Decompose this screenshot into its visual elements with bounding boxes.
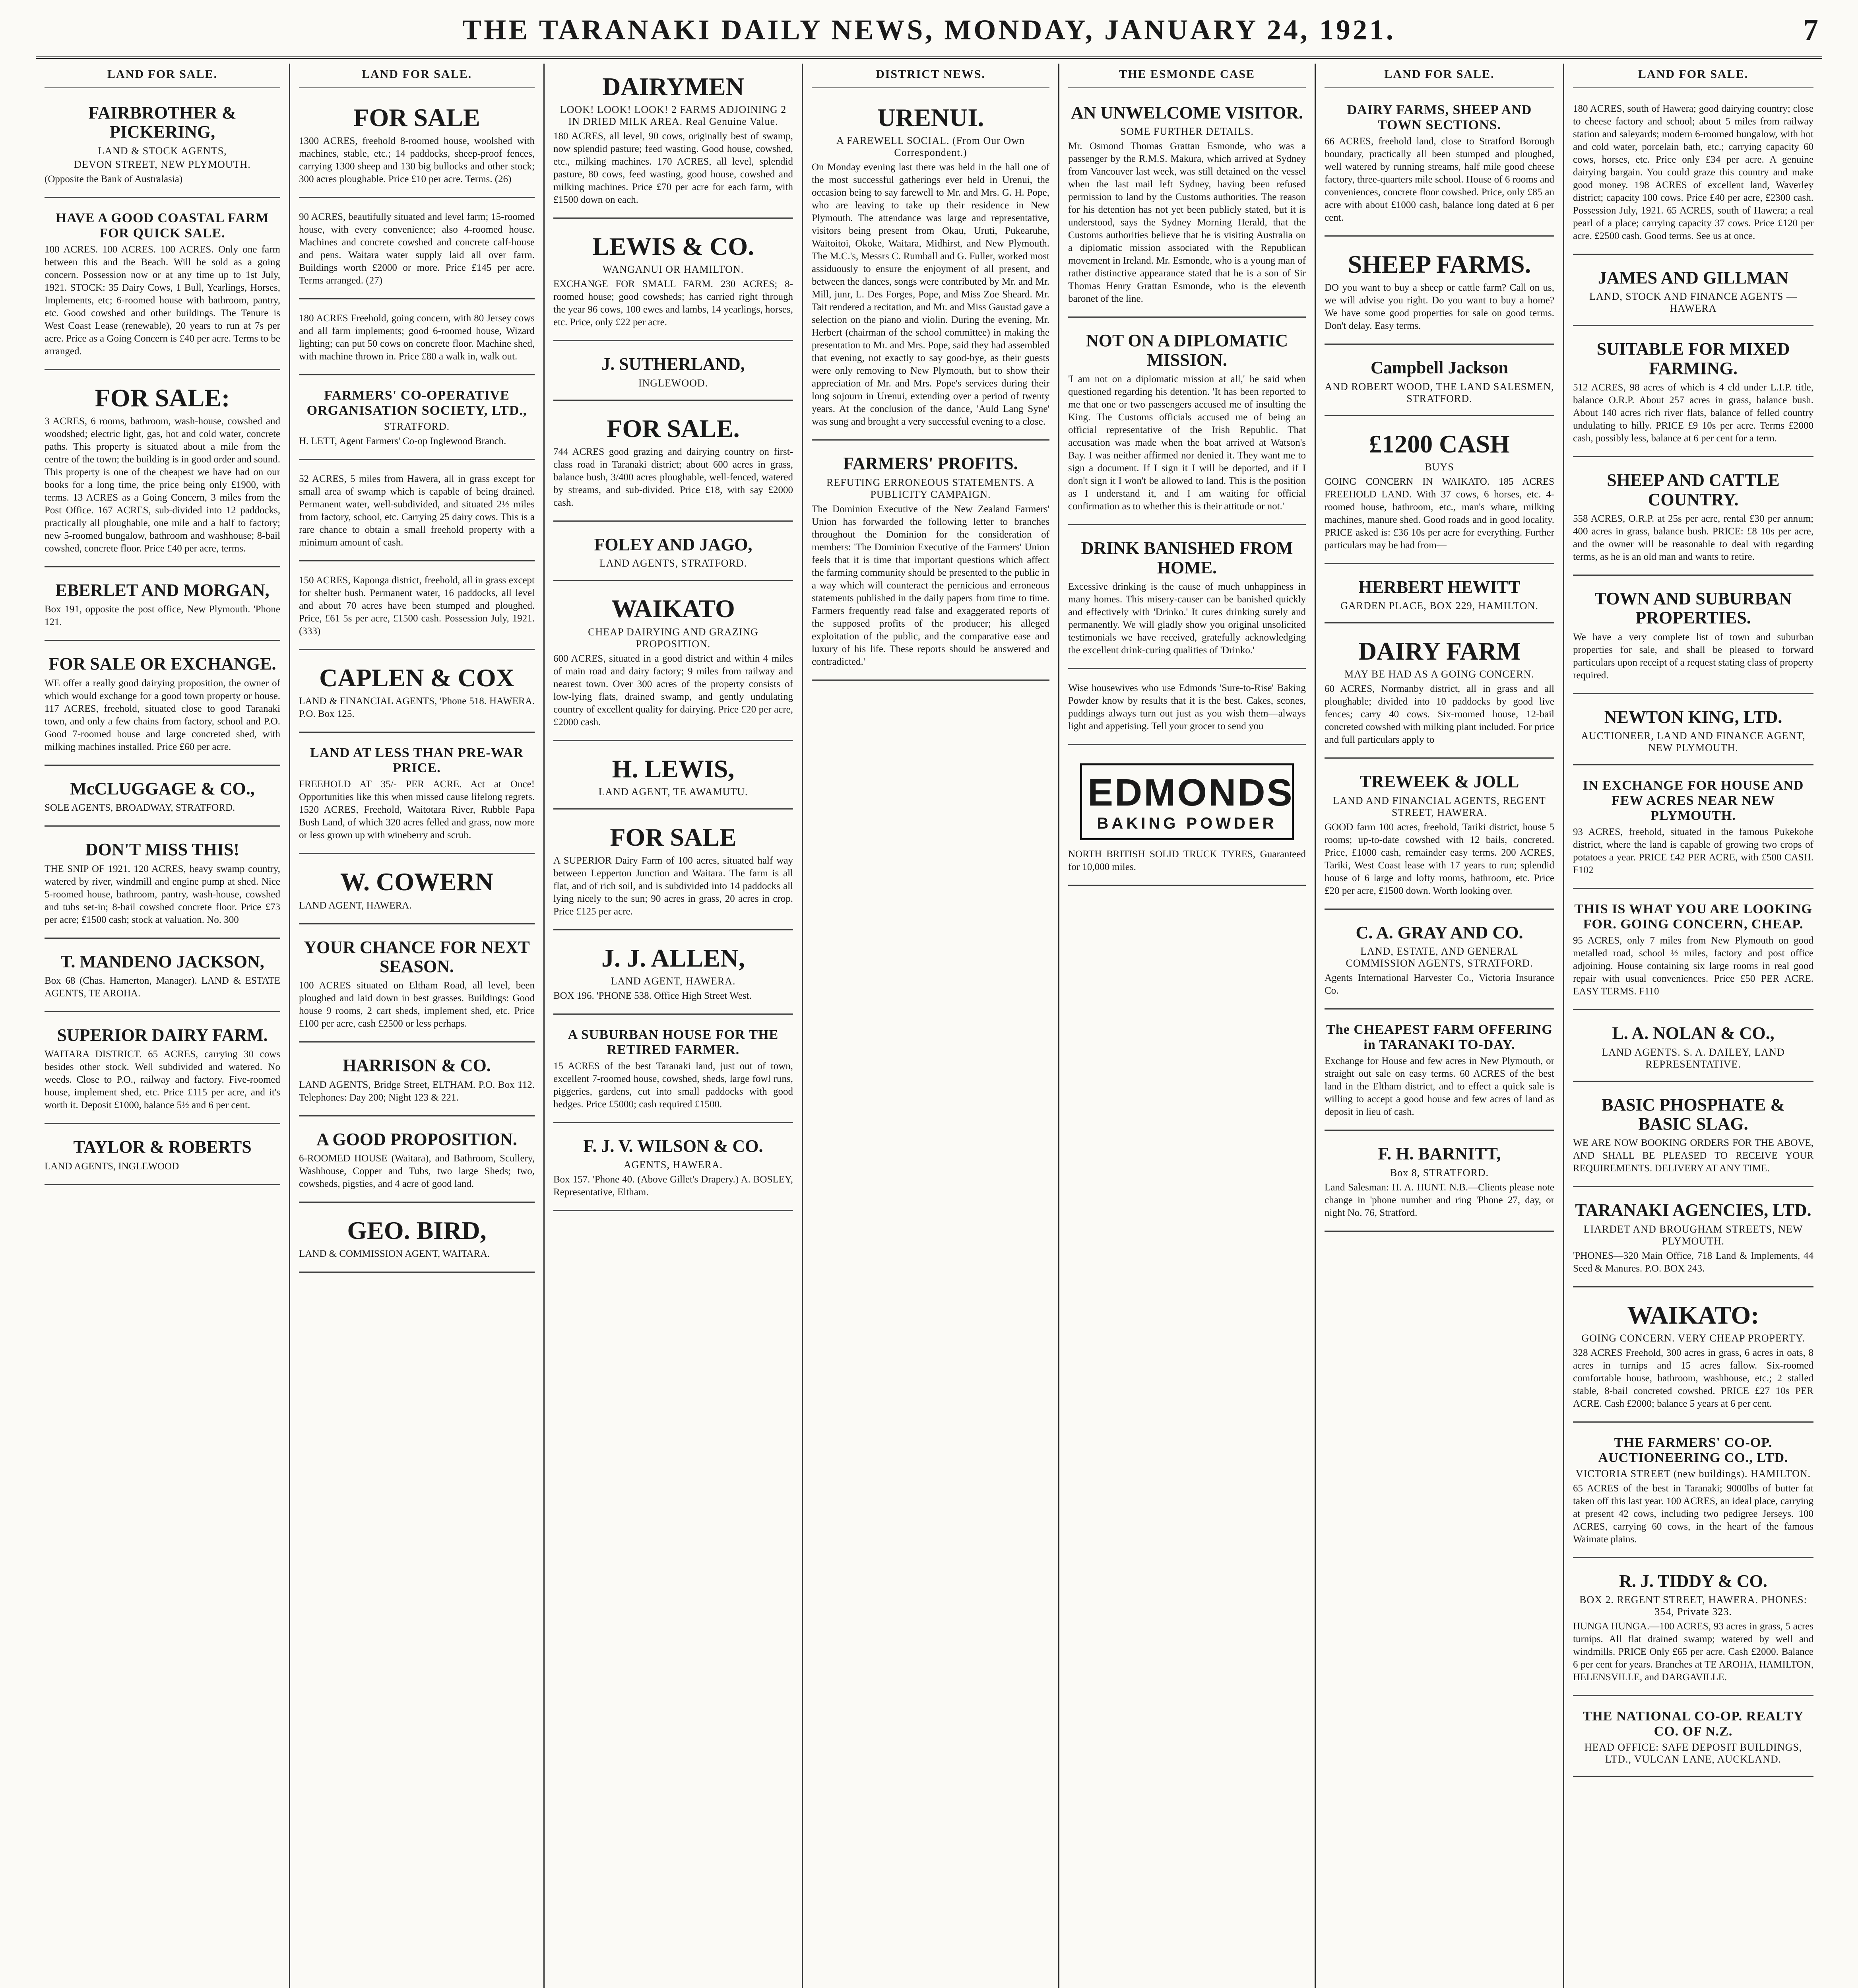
ad-subheading: INGLEWOOD. [638, 377, 708, 389]
ad-heading: J. SUTHERLAND, [601, 354, 745, 374]
ad-heading: R. J. TIDDY & CO. [1619, 1571, 1767, 1591]
column-header: LAND FOR SALE. [299, 64, 535, 88]
advertisement [299, 566, 535, 650]
ad-body: Box 68 (Chas. Hamerton, Manager). LAND & ESTATE AGENTS, TE AROHA. [45, 975, 280, 999]
advertisement [1325, 628, 1554, 759]
ad-heading: WAIKATO: [1627, 1301, 1759, 1329]
ad-body: WAITARA DISTRICT. 65 ACRES, carrying 30 cows besides other stock. Well subdivided and watered. No weeds. Close to P.O., railway and factory. Five-roomed house, implement shed, etc. Price £115 per acre, and it's worth it. Deposit £1000, balance 5½ and 6 per cent. [45, 1049, 280, 1111]
advertisement [299, 1208, 535, 1273]
column-6 [1316, 64, 1564, 1988]
advertisement [1573, 260, 1813, 326]
ad-body: GOOD farm 100 acres, freehold, Tariki district, house 5 rooms; up-to-date cowshed with 12 bails, concreted. Price, £1000 cash, remainder easy terms. 200 ACRES, Tariki, West Coast lease with 17 years to run; splendid house of 6 large and lofty rooms, bathroom, etc. Price £20 per acre, £1500 down. Worth looking over. [1325, 821, 1554, 896]
ad-heading: DAIRY FARM [1358, 637, 1521, 666]
advertisement [1573, 699, 1813, 765]
advertisement [299, 929, 535, 1043]
ad-body: 180 ACRES, all level, 90 cows, originally best of swamp, now splendid pasture; feed wasting. Good house, cowshed, etc., milking machines. 170 ACRES, all level, splendid pasture, 80 cows, feed wasting, good house, cowshed and milking machines. Price £70 per acre for each farm, with £1500 down on each. [553, 131, 793, 206]
advertisement [1325, 1136, 1554, 1231]
advertisement [1573, 580, 1813, 694]
advertisement [45, 1129, 280, 1185]
ad-subheading: SOME FURTHER DETAILS. [1120, 126, 1254, 138]
advertisement [45, 95, 280, 198]
ad-body: GOING CONCERN IN WAIKATO. 185 ACRES FREEHOLD LAND. With 37 cows, 6 horses, etc. 4-roomed house, bathroom, etc., man's whare, milking machines, manure shed. Good roads and in good locality. PRICE asked is: £36 10s per acre for everything. Further particulars may be had from— [1325, 476, 1554, 551]
ad-body: THE SNIP OF 1921. 120 ACRES, heavy swamp country, watered by river, windmill and engine pump at shed. Nice 5-roomed house, bathroom, pantry, wash-house, cowshed and tubs set-in; 8-bail cowshed concrete floor. Price £73 per acre; £1500 cash; stock at valuation. No. 300 [45, 863, 280, 925]
ad-subheading: AGENTS, HAWERA. [623, 1159, 723, 1171]
advertisement [1325, 569, 1554, 623]
column-header: DISTRICT NEWS. [812, 64, 1049, 88]
ad-subheading: BUYS [1425, 461, 1454, 473]
advertisement [299, 304, 535, 375]
column-4 [803, 64, 1059, 1988]
ad-subheading: MAY BE HAD AS A GOING CONCERN. [1344, 668, 1535, 680]
ad-heading: FOR SALE [610, 823, 737, 851]
ad-heading: H. LEWIS, [612, 754, 735, 783]
ad-subheading: CHEAP DAIRYING AND GRAZING PROPOSITION. [588, 626, 758, 650]
ad-heading: FOR SALE [353, 103, 480, 132]
advertisement [1573, 1563, 1813, 1696]
ad-body: We have a very complete list of town and suburban properties for sale, and shall be pleased to forward particulars upon receipt of a request stating class of property required. [1573, 631, 1813, 681]
ad-body: The Dominion Executive of the New Zealand Farmers' Union has forwarded the following letter to branches throughout the Dominion for the consideration of members: 'The Dominion Executive of the Farmers' Union feels that it is time that important questions which affect the farming community should be presented to the public in a way which will counteract the pernicious and erroneous statements published in the daily papers from time to time. Farmers frequently read false and exaggerated reports of the supposed profits of the producer; his alleged exploitation of the public, and the comparative ease and luxury of his life. These reports should be answered and contradicted.' [812, 503, 1049, 667]
ad-body: HUNGA HUNGA.—100 ACRES, 93 acres in grass, 5 acres turnips. All flat drained swamp; watered by well and windmills. PRICE Only £65 per acre. Cash £2000. Balance 6 per cent for years. Branches at TE AROHA, HAMILTON, HELENSVILLE, and DARGAVILLE. [1573, 1621, 1813, 1683]
ad-body: 600 ACRES, situated in a good district and within 4 miles of main road and dairy factory; 9 miles from railway and nearest town. Over 300 acres of the property consists of low-lying flats, drained swamp, and gently undulating country of excellent quality for dairying. Price £20 per acre, £2000 cash. [553, 653, 793, 728]
ad-body: 512 ACRES, 98 acres of which is 4 cld under L.I.P. title, balance O.R.P. About 257 acres in grass, balance bush. About 140 acres rich river flats, balance of felled country undulating to hilly. PRICE £9 10s per acre. Terms £2000 cash, possibly less, balance at 6 per cent for a term. [1573, 382, 1813, 444]
advertisement [45, 1017, 280, 1124]
advertisement [1573, 1427, 1813, 1558]
ad-body: 180 ACRES, south of Hawera; good dairying country; close to cheese factory and school; about 5 miles from railway station and saleyards; modern 6-roomed bungalow, with hot and cold water, porcelain bath, etc.; carrying capacity 60 cows, horses, etc. Price only £34 per acre. A genuine dairying bargain. You could graze this country and make good money. 198 ACRES of excellent land, Waverley district; capacity 100 cows. Price £40 per acre, £2300 cash. Possession July, 1921. 65 ACRES, south of Hawera; a real pearl of a place; carrying capacity 37 cows. Price £120 per acre. £2500 cash. Good terms. See us at once. [1573, 103, 1813, 241]
advertisement [1325, 763, 1554, 909]
column-5 [1059, 64, 1316, 1988]
ad-heading: F. H. BARNITT, [1378, 1144, 1501, 1164]
ad-subheading: LAND & STOCK AGENTS, [98, 145, 227, 157]
advertisement [299, 1047, 535, 1116]
ad-subheading: Box 8, STRATFORD. [1390, 1167, 1489, 1178]
ad-heading: FOR SALE: [95, 383, 230, 412]
ad-body: SOLE AGENTS, BROADWAY, STRATFORD. [45, 802, 235, 813]
advertisement [1325, 421, 1554, 564]
ad-body: LAND AGENT, HAWERA. [299, 900, 412, 911]
logo-word: EDMONDS [1088, 771, 1294, 814]
advertisement [1325, 349, 1554, 416]
ad-body: 'I am not on a diplomatic mission at all,' he said when questioned regarding his detention. 'It has been reported to me that one or two passengers accused me of insulting the King. The Customs officials accused me of being an official representative of the Irish Republic. That accusation was made when the boat arrived at Watson's Bay. I was neither affirmed nor denied it. They want me to sign a document. If I sign it I will be deported, and if I don't sign it I won't be allowed to land. This is the position as I understand it, and I am waiting for official confirmation as to whether this is their attitude or not.' [1068, 374, 1306, 512]
ad-body: 150 ACRES, Kaponga district, freehold, all in grass except for shelter bush. Permanent water, 16 paddocks, all level and about 70 acres have been stumped and ploughed. Price, £61 5s per acre, £1500 cash. Possession July, 1921. (333) [299, 575, 535, 637]
ad-subheading: LAND AGENT, TE AWAMUTU. [598, 786, 748, 798]
ad-subheading: LOOK! LOOK! LOOK! 2 FARMS ADJOINING 2 IN DRIED MILK AREA. Real Genuine Value. [560, 104, 787, 128]
advertisement [553, 586, 793, 741]
ad-body: WE offer a really good dairying proposition, the owner of which would exchange for a good town property or house. 117 ACRES, freehold, situated close to good Taranaki town, and only a few chains from factory, school and P.O. Good 7-roomed house and large concreted shed, with milking machines installed. Price £60 per acre. [45, 678, 280, 752]
advertisement [553, 346, 793, 400]
ad-heading: SUPERIOR DAIRY FARM. [57, 1025, 268, 1045]
advertisement [299, 465, 535, 561]
ad-heading: L. A. NOLAN & CO., [1612, 1023, 1775, 1043]
advertisement [1573, 1701, 1813, 1777]
advertisement [553, 814, 793, 930]
advertisement [45, 375, 280, 567]
ad-body: DO you want to buy a sheep or cattle farm? Call on us, we will advise you right. Do you want to buy a home? We have some good properties for sale on good terms. Don't delay. Easy terms. [1325, 282, 1554, 332]
ad-heading: The CHEAPEST FARM OFFERING in TARANAKI TO-DAY. [1326, 1022, 1553, 1052]
ad-body: 180 ACRES Freehold, going concern, with 80 Jersey cows and all farm implements; good 6-roomed house, Wizard lighting; can put 50 cows on concrete floor. Machine shed, with machine thrown in. Price £80 a walk in, walk out. [299, 313, 535, 362]
ad-heading: FOR SALE OR EXCHANGE. [48, 654, 276, 674]
ad-heading: T. MANDENO JACKSON, [60, 951, 264, 971]
ad-heading: WAIKATO [611, 594, 735, 623]
ad-heading: TREWEEK & JOLL [1360, 772, 1519, 792]
ad-body: Wise housewives who use Edmonds 'Sure-to-Rise' Baking Powder know by results that it is the best. Cakes, scones, puddings always turn out just as you wish them—always light and appetising. Tell your grocer to send you [1068, 682, 1306, 732]
ad-heading: FAIRBROTHER & PICKERING, [88, 103, 237, 142]
ad-heading: IN EXCHANGE FOR HOUSE AND FEW ACRES NEAR NEW PLYMOUTH. [1583, 778, 1804, 823]
advertisement [812, 445, 1049, 680]
ad-subheading: STRATFORD. [384, 421, 450, 433]
advertisement [553, 406, 793, 522]
masthead [36, 9, 1822, 59]
advertisement [1325, 241, 1554, 345]
ad-heading: NEWTON KING, LTD. [1604, 707, 1782, 727]
ad-body: 1300 ACRES, freehold 8-roomed house, woolshed with machines, stable, etc.; 14 paddocks, sheep-proof fences, carrying 1300 sheep and 130 big bullocks and other stock; 300 acres ploughable. Price £10 per acre. Terms. (26) [299, 136, 535, 185]
ad-subheading: A FAREWELL SOCIAL. (From Our Own Correspondent.) [836, 135, 1025, 159]
ad-subheading: LAND AND FINANCIAL AGENTS, REGENT STREET, HAWERA. [1333, 794, 1546, 818]
ad-subheading: LAND, ESTATE, AND GENERAL COMMISSION AGENTS, STRATFORD. [1346, 945, 1533, 969]
ad-subheading: VICTORIA STREET (new buildings). HAMILTON. [1575, 1468, 1811, 1479]
advertisement [553, 746, 793, 810]
advertisement [299, 1121, 535, 1203]
ad-heading: DON'T MISS THIS! [85, 840, 240, 860]
advertisement [1573, 894, 1813, 1010]
ad-heading: £1200 CASH [1369, 429, 1510, 458]
ad-heading: W. COWERN [340, 868, 494, 896]
advertisement [299, 738, 535, 854]
advertisement [299, 380, 535, 460]
ad-body: Excessive drinking is the cause of much unhappiness in many homes. This misery-causer can be banished quickly and effectively with 'Drinko.' It cures drinking surely and permanently. We will gladly show you original unsolicited testimonials we have received, gratefully acknowledging the excellent drink-curing qualities of 'Drinko.' [1068, 581, 1306, 656]
ad-body: LAND AGENTS, INGLEWOOD [45, 1161, 179, 1172]
advertisement [553, 526, 793, 581]
ad-heading: A GOOD PROPOSITION. [316, 1129, 517, 1149]
column-7 [1564, 64, 1822, 1988]
advertisement [45, 203, 280, 370]
ad-body: 52 ACRES, 5 miles from Hawera, all in grass except for small area of swamp which is capable of being drained. Permanent water, well-subdivided, and situated 2½ miles from factory, school, etc. Carrying 25 dairy cows. This is a rare chance to obtain a small freehold property with a minimum amount of cash. [299, 474, 535, 548]
ad-body: LAND AGENTS, Bridge Street, ELTHAM. P.O. Box 112. Telephones: Day 200; Night 123 & 221. [299, 1079, 535, 1103]
ad-body: 328 ACRES Freehold, 300 acres in grass, 6 acres in oats, 8 acres in turnips and 15 acres fallow. Six-roomed comfortable house, bathroom, washhouse, etc.; 2 stalled stable, 8-bail concreted cowshed. PRICE £27 10s PER ACRE. Cash £2000; balance 5 years at 6 per cent. [1573, 1347, 1813, 1409]
advertisement [45, 646, 280, 765]
ad-body: 66 ACRES, freehold land, close to Stratford Borough boundary, practically all been stumped and ploughed, well watered by running streams, half mile good cheese factory, three-quarters mile school. House of 6 rooms and conveniences, concrete floor cowshed. Price, only £85 an acre with about £1000 cash, balance long dated at 6 per cent. [1325, 136, 1554, 223]
ad-heading: HARRISON & CO. [343, 1056, 491, 1076]
advertisement [45, 944, 280, 1012]
advertisement [1068, 322, 1306, 525]
advertisement [553, 935, 793, 1015]
ad-heading: SHEEP AND CATTLE COUNTRY. [1607, 470, 1780, 509]
ad-heading: LAND AT LESS THAN PRE-WAR PRICE. [310, 746, 524, 776]
advertisement [1573, 462, 1813, 576]
ad-body: 100 ACRES. 100 ACRES. 100 ACRES. Only one farm between this and the Beach. Will be sold as a going concern. Possession now or at any time up to 1st July, 1921. STOCK: 35 Dairy Cows, 1 Bull, Yearlings, Horses, Implements, etc; 6-roomed house with bathroom, pantry, etc. Good cowshed and other buildings. The Tenure is West Coast Lease (renewable), 20 years to run at 7s per acre. Price as a Going Concern is £40 per acre. Terms to be arranged. [45, 244, 280, 357]
column-header: LAND FOR SALE. [1573, 64, 1813, 88]
ad-subheading: AND ROBERT WOOD, THE LAND SALESMEN, STRATFORD. [1325, 381, 1554, 404]
ad-heading: HERBERT HEWITT [1358, 577, 1521, 597]
page-number: 7 [1803, 13, 1818, 47]
advertisement [299, 203, 535, 299]
ad-body: 15 ACRES of the best Taranaki land, just out of town, excellent 7-roomed house, cowshed, sheds, large fowl runs, piggeries, gardens, cut into small paddocks with good hedges. Price £5000; cash required £1500. [553, 1061, 793, 1110]
advertisement [1573, 1015, 1813, 1081]
ad-body: LAND & COMMISSION AGENT, WAITARA. [299, 1248, 490, 1260]
ad-subheading: LAND AGENT, HAWERA. [611, 975, 736, 987]
ad-body: 65 ACRES of the best in Taranaki; 9000lbs of butter fat taken off this last year. 100 ACRES, an ideal place, carrying at present 42 cows, including two pedigree Jerseys. 100 ACRES, carrying 60 cows, in the heart of the famous Waimate plains. [1573, 1483, 1813, 1545]
ad-subheading: BOX 2. REGENT STREET, HAWERA. PHONES: 354, Private 323. [1579, 1594, 1807, 1618]
advertisement [45, 831, 280, 938]
ad-body: Box 157. 'Phone 40. (Above Gillet's Drapery.) A. BOSLEY, Representative, Eltham. [553, 1174, 793, 1198]
advertisement [299, 655, 535, 733]
advertisement [1573, 770, 1813, 889]
ad-heading: SUITABLE FOR MIXED FARMING. [1596, 339, 1790, 378]
ad-heading: FARMERS' PROFITS. [843, 454, 1018, 474]
ad-body: 744 ACRES good grazing and dairying country on first-class road in Taranaki district; about 600 acres in grass, balance bush, 3/400 acres ploughable, well-fenced, watered by streams, and sub-divided. Price £18, with say £2000 cash. [553, 446, 793, 508]
ad-heading: A SUBURBAN HOUSE FOR THE RETIRED FARMER. [568, 1027, 779, 1058]
advertisement [1573, 1292, 1813, 1423]
ad-body: On Monday evening last there was held in the hall one of the most successful gatherings ever held in Urenui, the occasion being to say farewell to Mr. and Mrs. G. H. Pope, who are leaving to take up their residence in New Plymouth. The attendance was large and representative, visitors being present from Okau, Uruti, Pukearuhe, Waitoitoi, Okoke, Waitara, Midhirst, and New Plymouth. The M.C.'s, Messrs C. Rumball and G. Fuller, worked most assiduously to ensure the enjoyment of all present, and between the dances, songs were contributed by Mr. and Mr. Mill, junr, L. Des Forges, Pope, and Miss Zoe Sheard. Mr. Tait rendered a recitation, and Mr. and Miss Gaustad gave a selection on the piano and violin. During the evening, Mr. Herbert (chairman of the school committee) in making the presentation to Mr. and Mrs. Pope, said they had assembled that evening, not exactly to say good-bye, as their guests were only removing to New Plymouth, but to show their appreciation of Mr. and Mrs. Pope's services during their long sojourn in Urenui, extending over a period of twenty years. At the conclusion of the dance, 'Auld Lang Syne' was sung and brought a very successful evening to a close. [812, 162, 1049, 427]
advertisement [1573, 1192, 1813, 1287]
ad-heading: THIS IS WHAT YOU ARE LOOKING FOR. GOING CONCERN, CHEAP. [1574, 902, 1812, 932]
ad-subheading: GOING CONCERN. VERY CHEAP PROPERTY. [1581, 1332, 1805, 1344]
ad-heading: BASIC PHOSPHATE & BASIC SLAG. [1601, 1095, 1785, 1134]
column-header: THE ESMONDE CASE [1068, 64, 1306, 88]
ad-subheading: LAND AGENTS. S. A. DAILEY, LAND REPRESENTATIVE. [1602, 1046, 1785, 1070]
ad-heading: F. J. V. WILSON & CO. [583, 1136, 763, 1156]
advertisement [1325, 1014, 1554, 1131]
ad-subheading: LIARDET AND BROUGHAM STREETS, NEW PLYMOUTH. [1583, 1223, 1803, 1247]
column-header: LAND FOR SALE. [1325, 64, 1554, 88]
advertisement [553, 64, 793, 219]
ad-body: EXCHANGE FOR SMALL FARM. 230 ACRES; 8-roomed house; good cowsheds; has carried right through the year 96 cows, 100 ewes and lambs, 14 yearlings, horses, etc. Price, only £22 per acre. [553, 279, 793, 328]
ad-subheading: REFUTING ERRONEOUS STATEMENTS. A PUBLICITY CAMPAIGN. [826, 476, 1035, 500]
ad-body: 100 ACRES situated on Eltham Road, all level, been ploughed and laid down in best grasses. Buildings: Good house 9 rooms, 2 cart sheds, implement shed, etc. Price £100 per acre, cash £2500 or less perhaps. [299, 980, 535, 1029]
ad-body: 'PHONES—320 Main Office, 718 Land & Implements, 44 Seed & Manures. P.O. BOX 243. [1573, 1250, 1813, 1274]
ad-heading: McCLUGGAGE & CO., [70, 779, 255, 798]
ad-body: 558 ACRES, O.R.P. at 25s per acre, rental £30 per annum; 400 acres in grass, balance bush. PRICE: £8 10s per acre, and the owner will be reasonable to deal with regarding terms, as he is an old man and wants to retire. [1573, 513, 1813, 562]
ad-body: Exchange for House and few acres in New Plymouth, or straight out sale on easy terms. 60 ACRES of the best land in the Eltham district, and to effect a quick sale is willing to accept a good house and few acres of land as deposit in lieu of cash. [1325, 1056, 1554, 1118]
ad-body: 6-ROOMED HOUSE (Waitara), and Bathroom, Scullery, Washhouse, Copper and Tubs, two large Sheds; two, cowsheds, pigsties, and 4 acre of good land. [299, 1153, 535, 1190]
ad-heading: AN UNWELCOME VISITOR. [1071, 103, 1303, 122]
advertisement [553, 223, 793, 341]
ad-heading: EBERLET AND MORGAN, [55, 580, 270, 600]
ad-body: (Opposite the Bank of Australasia) [45, 173, 183, 184]
ad-heading: SHEEP FARMS. [1348, 250, 1531, 278]
ad-body: WE ARE NOW BOOKING ORDERS FOR THE ABOVE, AND SHALL BE PLEASED TO RECEIVE YOUR REQUIREMENTS. DELIVERY AT ANY TIME. [1573, 1138, 1813, 1174]
ad-body: H. LETT, Agent Farmers' Co-op Inglewood Branch. [299, 436, 506, 447]
ad-subheading: LAND AGENTS, STRATFORD. [599, 557, 747, 569]
ad-heading: URENUI. [877, 103, 984, 132]
advertisement [1325, 95, 1554, 237]
ad-heading: HAVE A GOOD COASTAL FARM FOR QUICK SALE. [56, 210, 269, 241]
ad-body: Agents International Harvester Co., Victoria Insurance Co. [1325, 973, 1554, 996]
ad-body: FREEHOLD AT 35/- PER ACRE. Act at Once! Opportunities like this when missed cause lifelong regrets. 1520 ACRES, Freehold, Waitotara River, Rubble Papa Bush Land, of which 320 acres felled and grass, now more or less grown up with wineberry and scrub. [299, 779, 535, 841]
columns-container [36, 64, 1822, 1988]
ad-heading: TOWN AND SUBURBAN PROPERTIES. [1594, 588, 1792, 628]
advertisement [1068, 95, 1306, 318]
advertisement [1068, 530, 1306, 669]
ad-subheading: WANGANUI OR HAMILTON. [602, 264, 744, 276]
ad-body: 95 ACRES, only 7 miles from New Plymouth on good metalled road, school ½ miles, factory and post office adjoining. House containing six large rooms in real good repair with usual conveniences. Price £50 PER ACRE. EASY TERMS. F110 [1573, 935, 1813, 997]
ad-body: LAND & FINANCIAL AGENTS, 'Phone 518. HAWERA. P.O. Box 125. [299, 696, 535, 720]
advertisement [299, 95, 535, 198]
advertisement [1068, 750, 1306, 886]
advertisement [1068, 674, 1306, 745]
advertisement [1573, 95, 1813, 255]
ad-heading: DRINK BANISHED FROM HOME. [1081, 538, 1293, 577]
ad-body: 3 ACRES, 6 rooms, bathroom, wash-house, cowshed and woodshed; electric light, gas, hot and cold water, concrete paths. This property is situated about a mile from the centre of the town; the building is in good order and sound. This property is one of the cheapest we have had on our books for a long time, the price being only £1900, with terms. 13 ACRES as a Going Concern, 3 miles from the Post Office. 167 ACRES, sub-divided into 12 paddocks, practically all ploughable, one mile and a half to factory; new 5-roomed bungalow, bathroom and washhouse; 8-bail cowshed, concrete floor. Price £40 per acre, terms. [45, 415, 280, 554]
ad-heading: THE NATIONAL CO-OP. REALTY CO. OF N.Z. [1583, 1709, 1804, 1739]
ad-heading: TARANAKI AGENCIES, LTD. [1575, 1200, 1811, 1220]
ad-body: A SUPERIOR Dairy Farm of 100 acres, situated half way between Lepperton Junction and Waitara. The farm is all flat, and of rich soil, and is subdivided into 14 paddocks all lying nicely to the sun; 90 acres in grass, 20 acres in crop. Price £125 per acre. [553, 855, 793, 917]
advertisement [553, 1019, 793, 1123]
column-3 [545, 64, 803, 1988]
column-header: LAND FOR SALE. [45, 64, 280, 88]
ad-heading: DAIRYMEN [602, 72, 744, 101]
ad-body: Mr. Osmond Thomas Grattan Esmonde, who was a passenger by the R.M.S. Makura, which arrived at Sydney from Vancouver last week, was still detained on the vessel when the last mail left Sydney, having been refused permission to land by the Customs authorities. The reason for his detention has not yet been publicly stated, but it is understood, says the Sydney Morning Herald, that the Customs authorities believe that he is visiting Australia on a diplomatic mission associated with the Republican movement in Ireland. Mr. Esmonde, who is a young man of rather distinctive appearance stated that he is a son of Sir Thomas Henry Grattan Esmonde, who is the eleventh baronet of the line. [1068, 141, 1306, 305]
ad-body: 90 ACRES, beautifully situated and level farm; 15-roomed house, with every convenience; also 4-roomed house. Machines and concrete cowshed and concrete calf-house and pens. Waitara water supply laid all over farm. Buildings worth £2000 or more. Price £145 per acre. Terms arranged. (27) [299, 212, 535, 286]
advertisement [45, 771, 280, 827]
advertisement [1573, 331, 1813, 457]
ad-subheading: LAND, STOCK AND FINANCE AGENTS — HAWERA [1589, 291, 1797, 315]
ad-heading: FARMERS' CO-OPERATIVE ORGANISATION SOCIETY, LTD., [306, 388, 527, 418]
column-1 [36, 64, 290, 1988]
ad-heading: JAMES AND GILLMAN [1598, 268, 1789, 287]
ad-heading: THE FARMERS' CO-OP. AUCTIONEERING CO., LTD. [1598, 1435, 1788, 1465]
ad-heading: TAYLOR & ROBERTS [73, 1137, 252, 1157]
ad-body: Box 191, opposite the post office, New Plymouth. 'Phone 121. [45, 604, 280, 628]
masthead-title: THE TARANAKI DAILY NEWS, MONDAY, JANUARY 24, 1921. [462, 14, 1396, 46]
ad-body: 93 ACRES, freehold, situated in the famous Pukekohe district, where the land is capable of growing two crops of potatoes a year. PRICE £42 PER ACRE, with £500 CASH. F102 [1573, 827, 1813, 876]
ad-heading: NOT ON A DIPLOMATIC MISSION. [1086, 331, 1288, 370]
advertisement [553, 1128, 793, 1211]
advertisement [45, 572, 280, 641]
edmonds-logo [1080, 763, 1294, 840]
ad-body: Land Salesman: H. A. HUNT. N.B.—Clients please note change in 'phone number and ring 'Phone 27, day, or night No. 76, Stratford. [1325, 1182, 1554, 1218]
logo-subline: BAKING POWDER [1097, 814, 1277, 832]
ad-heading: J. J. ALLEN, [601, 944, 745, 972]
ad-heading: YOUR CHANCE FOR NEXT SEASON. [304, 937, 530, 976]
ad-heading: DAIRY FARMS, SHEEP AND TOWN SECTIONS. [1347, 103, 1532, 132]
advertisement [1573, 1087, 1813, 1188]
ad-subheading: AUCTIONEER, LAND AND FINANCE AGENT, NEW PLYMOUTH. [1581, 730, 1806, 754]
ad-body: BOX 196. 'PHONE 538. Office High Street West. [553, 990, 752, 1002]
ad-heading: FOLEY AND JAGO, [594, 534, 753, 554]
advertisement [1325, 914, 1554, 1010]
ad-subheading: GARDEN PLACE, BOX 229, HAMILTON. [1340, 600, 1538, 612]
ad-body: 60 ACRES, Normanby district, all in grass and all ploughable; divided into 10 paddocks by good live fences; carry 40 cows. Six-roomed house, 12-bail concreted cowshed with milking plant included. For price and full particulars apply to [1325, 683, 1554, 746]
ad-heading: C. A. GRAY AND CO. [1356, 922, 1523, 942]
ad-heading: Campbell Jackson [1371, 358, 1508, 378]
ad-heading: GEO. BIRD, [347, 1216, 487, 1245]
column-2 [290, 64, 545, 1988]
ad-heading: CAPLEN & COX [319, 664, 514, 692]
ad-heading: LEWIS & CO. [592, 232, 754, 261]
ad-heading: FOR SALE. [607, 414, 740, 443]
ad-subheading: HEAD OFFICE: SAFE DEPOSIT BUILDINGS, LTD., VULCAN LANE, AUCKLAND. [1584, 1741, 1802, 1765]
ad-address: DEVON STREET, NEW PLYMOUTH. [74, 158, 251, 170]
advertisement [299, 859, 535, 924]
advertisement [812, 95, 1049, 441]
ad-body: NORTH BRITISH SOLID TRUCK TYRES, Guaranteed for 10,000 miles. [1068, 848, 1306, 872]
